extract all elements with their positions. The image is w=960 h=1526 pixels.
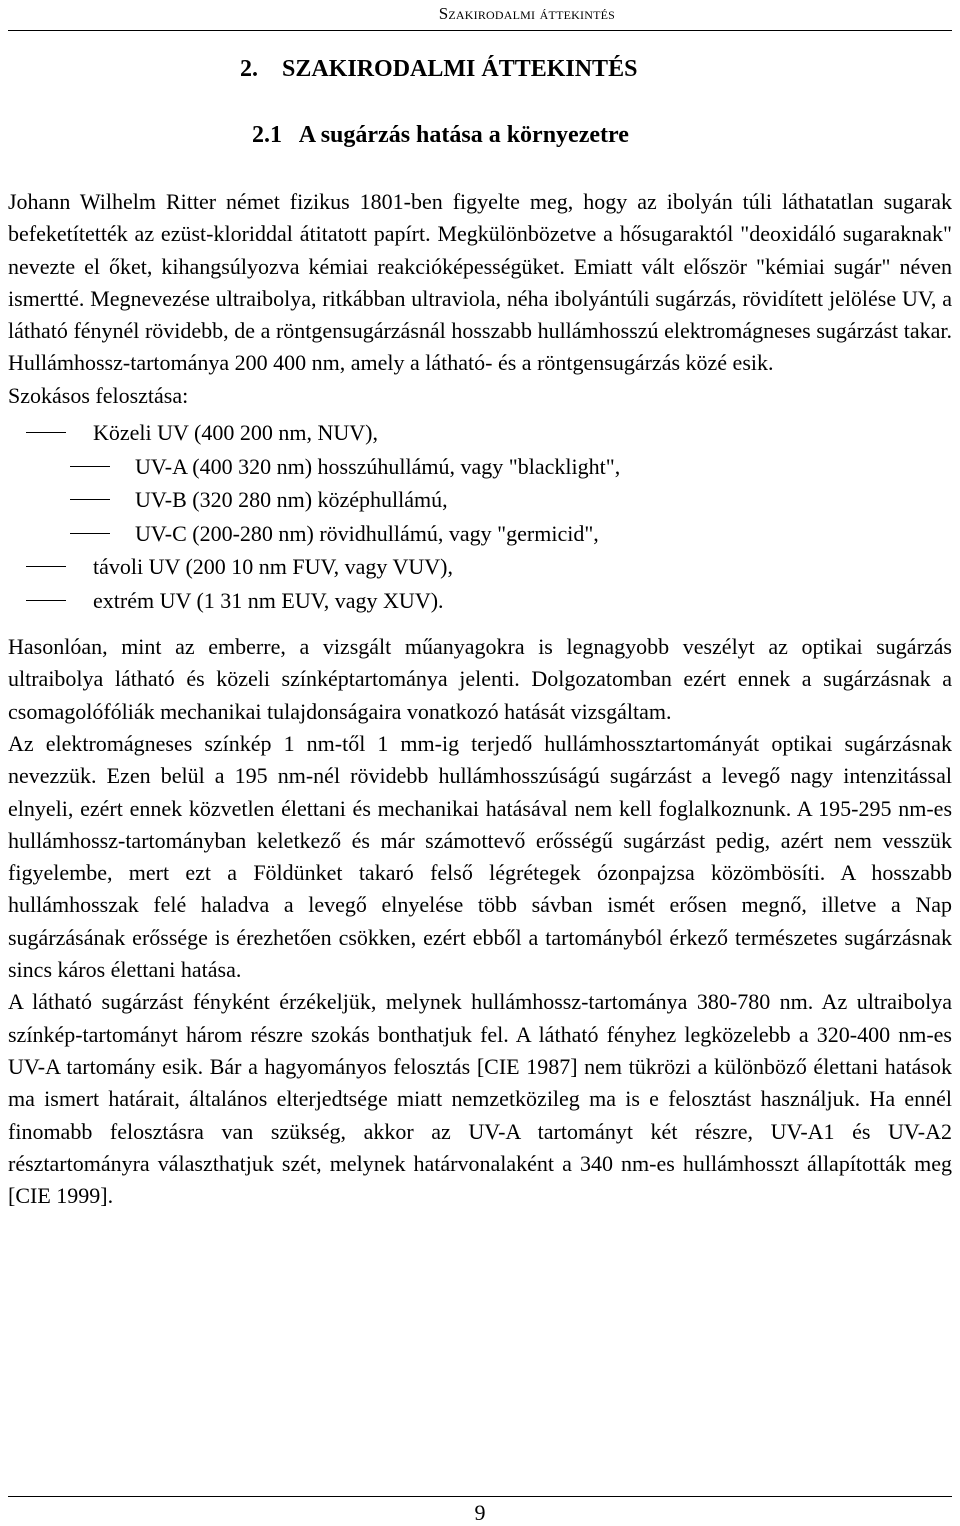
chapter-number: 2. [240, 56, 258, 82]
dash-bullet [26, 566, 66, 567]
list-item-text: UV-C (200-280 nm) rövidhullámú, vagy "germicid", [135, 520, 599, 546]
dash-bullet [70, 499, 110, 500]
paragraph-plastics: Hasonlóan, mint az emberre, a vizsgált műanyagokra is legnagyobb veszélyt az optikai sugárzás ultraibolya látható és közeli színképtartománya jelenti. Dolgozatomban ezért ennek a sugárzásnak a csomagolófóliák mechanikai tulajdonságaira vonatkozó hatását vizsgáltam. [8, 634, 952, 724]
list-item-extreme-uv [8, 584, 952, 618]
list-item-text: UV-B (320 280 nm) középhullámú, [135, 487, 448, 513]
dash-bullet [26, 432, 66, 433]
section-title: A sugárzás hatása a környezetre [298, 122, 629, 148]
list-intro: Szokásos felosztása: [8, 382, 189, 408]
list-item-uv-a [8, 450, 952, 484]
list-item-text: UV-A (400 320 nm) hosszúhullámú, vagy "blacklight", [135, 453, 621, 479]
header-rule [8, 30, 952, 31]
list-item-near-uv [8, 416, 952, 450]
list-item-uv-c [8, 517, 952, 551]
section-number: 2.1 [252, 122, 282, 148]
list-item-uv-b [8, 483, 952, 517]
dash-bullet [70, 466, 110, 467]
chapter-heading [240, 56, 637, 83]
dash-bullet [70, 533, 110, 534]
chapter-title: SZAKIRODALMI ÁTTEKINTÉS [282, 56, 638, 82]
paragraph-visible-light: A látható sugárzást fényként érzékeljük, melynek hullámhossz-tartománya 380-780 nm. Az ultraibolya színkép-tartományt három részre szokás bonthatjuk fel. A látható fényhez legközelebb a 320-400 nm-es UV-A tartomány esik. Bár a hagyományos felosztás [CIE 1987] nem tükrözi a különböző élettani hatások ma ismert határait, általános elterjedtsége miatt nemzetközileg ma is e felosztást használjuk. Ha ennél finomabb felosztásra van szükség, akkor az UV-A tartományt két részre, UV-A1 és UV-A2 résztartományra választhatjuk szét, melynek határvonalaként a 340 nm-es hullámhosszt állapították meg [CIE 1999]. [8, 989, 952, 1209]
section-heading [252, 122, 629, 149]
footer-rule [8, 1496, 952, 1497]
running-header: Szakirodalmi áttekintés [438, 4, 615, 23]
list-item-text: extrém UV (1 31 nm EUV, vagy XUV). [93, 587, 444, 613]
list-item-far-uv [8, 550, 952, 584]
dash-bullet [26, 600, 66, 601]
page-number: 9 [474, 1500, 486, 1525]
list-item-text: Közeli UV (400 200 nm, NUV), [93, 420, 378, 446]
paragraph-optical-radiation: Az elektromágneses színkép 1 nm-től 1 mm-ig terjedő hullámhossztartományát optikai sugárzásnak nevezzük. Ezen belül a 195 nm-nél rövidebb hullámhosszúságú sugárzást a levegő nagy intenzitással elnyeli, ezért ennek közvetlen élettani és mechanikai hatásával nem kell foglalkoznunk. A 195-295 nm-es hullámhossz-tartományban keletkező és már számottevő erősségű sugárzást pedig, azért nem vesszük figyelembe, mert ezt a Földünket takaró felső légrétegek ózonpajzsa közömbösíti. A hosszabb hullámhosszak felé haladva a levegő elnyelése több sávban ismét erősen megnő, illetve a Nap sugárzásának erőssége is érezhetően csökken, ezért ebből a tartományból érkező természetes sugárzásnak sincs káros élettani hatása. [8, 730, 952, 983]
paragraph-ritter: Johann Wilhelm Ritter német fizikus 1801-ben figyelte meg, hogy az ibolyán túli láthatatlan sugarak befeketítették az ezüst-kloriddal átitatott papírt. Megkülönbözetve a hősugaraktól "deoxidáló sugaraknak" nevezte el őket, kihangsúlyozva kémiai reakcióképességüket. Emiatt vált először "kémiai sugár" néven ismertté. Megnevezése ultraibolya, ritkábban ultraviola, néha ibolyántúli sugárzás, rövidített jelölése UV, a látható fénynél rövidebb, de a röntgensugárzásnál hosszabb hullámhosszú elektromágneses sugárzást takar. Hullámhossz-tartománya 200 400 nm, amely a látható- és a röntgensugárzás közé esik. [8, 189, 952, 376]
list-item-text: távoli UV (200 10 nm FUV, vagy VUV), [93, 554, 453, 580]
body-content [8, 186, 952, 1212]
uv-division-list [8, 416, 952, 617]
